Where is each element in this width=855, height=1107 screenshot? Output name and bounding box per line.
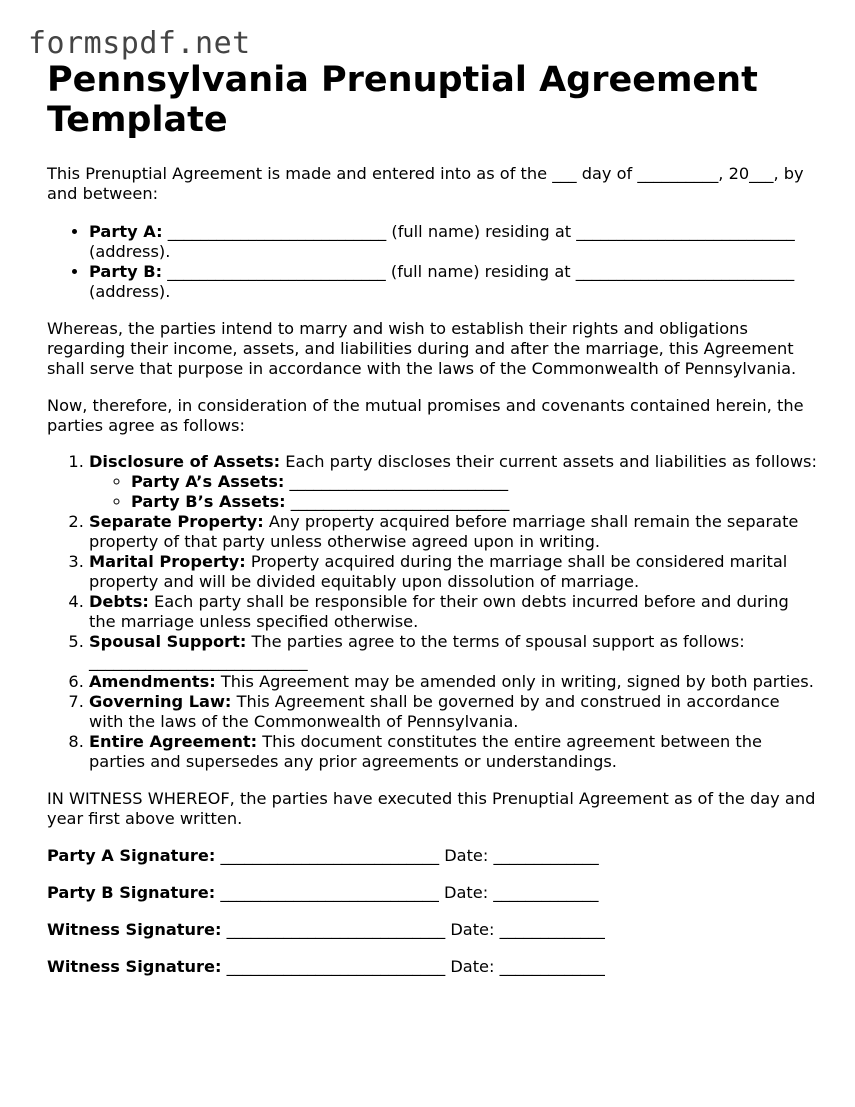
document-body [47,60,817,977]
terms-list [47,452,817,772]
assets-list [89,472,817,512]
term-disclosure-of-assets [89,452,817,512]
party-b-label: Party B: [89,262,163,281]
term-amendments [89,672,817,692]
term-governing-law [89,692,817,732]
signature-label: Witness Signature: [47,957,222,976]
party-b-assets-item [131,492,817,512]
signature-line-witness-1 [47,920,817,940]
signature-line-party-a [47,846,817,866]
whereas-paragraph: Whereas, the parties intend to marry and wish to establish their rights and obligations regarding their income, assets, and liabilities during and after the marriage, this Agreement shall serve that purpose in accordance with the laws of the Commonwealth of Pennsylvania. [47,319,797,378]
term-text: Any property acquired before marriage shall remain the separate property of that party unless otherwise agreed upon in writing. [89,512,799,551]
term-separate-property [89,512,817,552]
term-text: Each party discloses their current assets and liabilities as follows: [280,452,817,471]
parties-list [47,222,817,302]
party-a-assets-item [131,472,817,492]
term-label: Spousal Support: [89,632,247,651]
party-a-text: ___________________________ (full name) residing at ___________________________ (address). [89,222,795,261]
term-label: Amendments: [89,672,216,691]
party-a-item [89,222,817,262]
term-label: Governing Law: [89,692,232,711]
party-a-assets-label: Party A’s Assets: [131,472,285,491]
term-text: Property acquired during the marriage shall be considered marital property and will be divided equitably upon dissolution of marriage. [89,552,788,591]
party-b-text: ___________________________ (full name) residing at ___________________________ (address). [89,262,795,301]
term-text: Each party shall be responsible for their own debts incurred before and during the marriage unless specified otherwise. [89,592,789,631]
term-spousal-support [89,632,817,672]
signature-label: Witness Signature: [47,920,222,939]
party-b-item [89,262,817,302]
intro-paragraph: This Prenuptial Agreement is made and entered into as of the ___ day of __________, 20___, by and between: [47,164,804,203]
term-entire-agreement [89,732,817,772]
signature-blank: ___________________________ Date: _____________ [221,920,605,939]
signature-blank: ___________________________ Date: _____________ [215,883,599,902]
signature-label: Party A Signature: [47,846,216,865]
term-debts [89,592,817,632]
term-label: Marital Property: [89,552,246,571]
term-label: Separate Property: [89,512,264,531]
now-therefore-paragraph: Now, therefore, in consideration of the mutual promises and covenants contained herein, the parties agree as follows: [47,396,804,435]
signature-line-party-b [47,883,817,903]
term-label: Debts: [89,592,149,611]
term-text: The parties agree to the terms of spousal support as follows: ___________________________ [89,632,745,671]
term-label: Disclosure of Assets: [89,452,281,471]
watermark: formspdf.net [28,26,251,61]
party-b-assets-label: Party B’s Assets: [131,492,286,511]
signature-line-witness-2 [47,957,817,977]
document-title: Pennsylvania Prenuptial Agreement Template [47,60,758,140]
signature-label: Party B Signature: [47,883,216,902]
term-text: This Agreement shall be governed by and construed in accordance with the laws of the Commonwealth of Pennsylvania. [89,692,780,731]
signature-blank: ___________________________ Date: _____________ [221,957,605,976]
party-a-label: Party A: [89,222,163,241]
signature-blank: ___________________________ Date: _____________ [215,846,599,865]
term-text: This document constitutes the entire agreement between the parties and supersedes any prior agreements or understandings. [89,732,762,771]
witness-clause: IN WITNESS WHEREOF, the parties have executed this Prenuptial Agreement as of the day and year first above written. [47,789,816,828]
party-a-assets-blank: ___________________________ [284,472,509,491]
term-label: Entire Agreement: [89,732,258,751]
term-marital-property [89,552,817,592]
party-b-assets-blank: ___________________________ [285,492,510,511]
term-text: This Agreement may be amended only in writing, signed by both parties. [215,672,814,691]
